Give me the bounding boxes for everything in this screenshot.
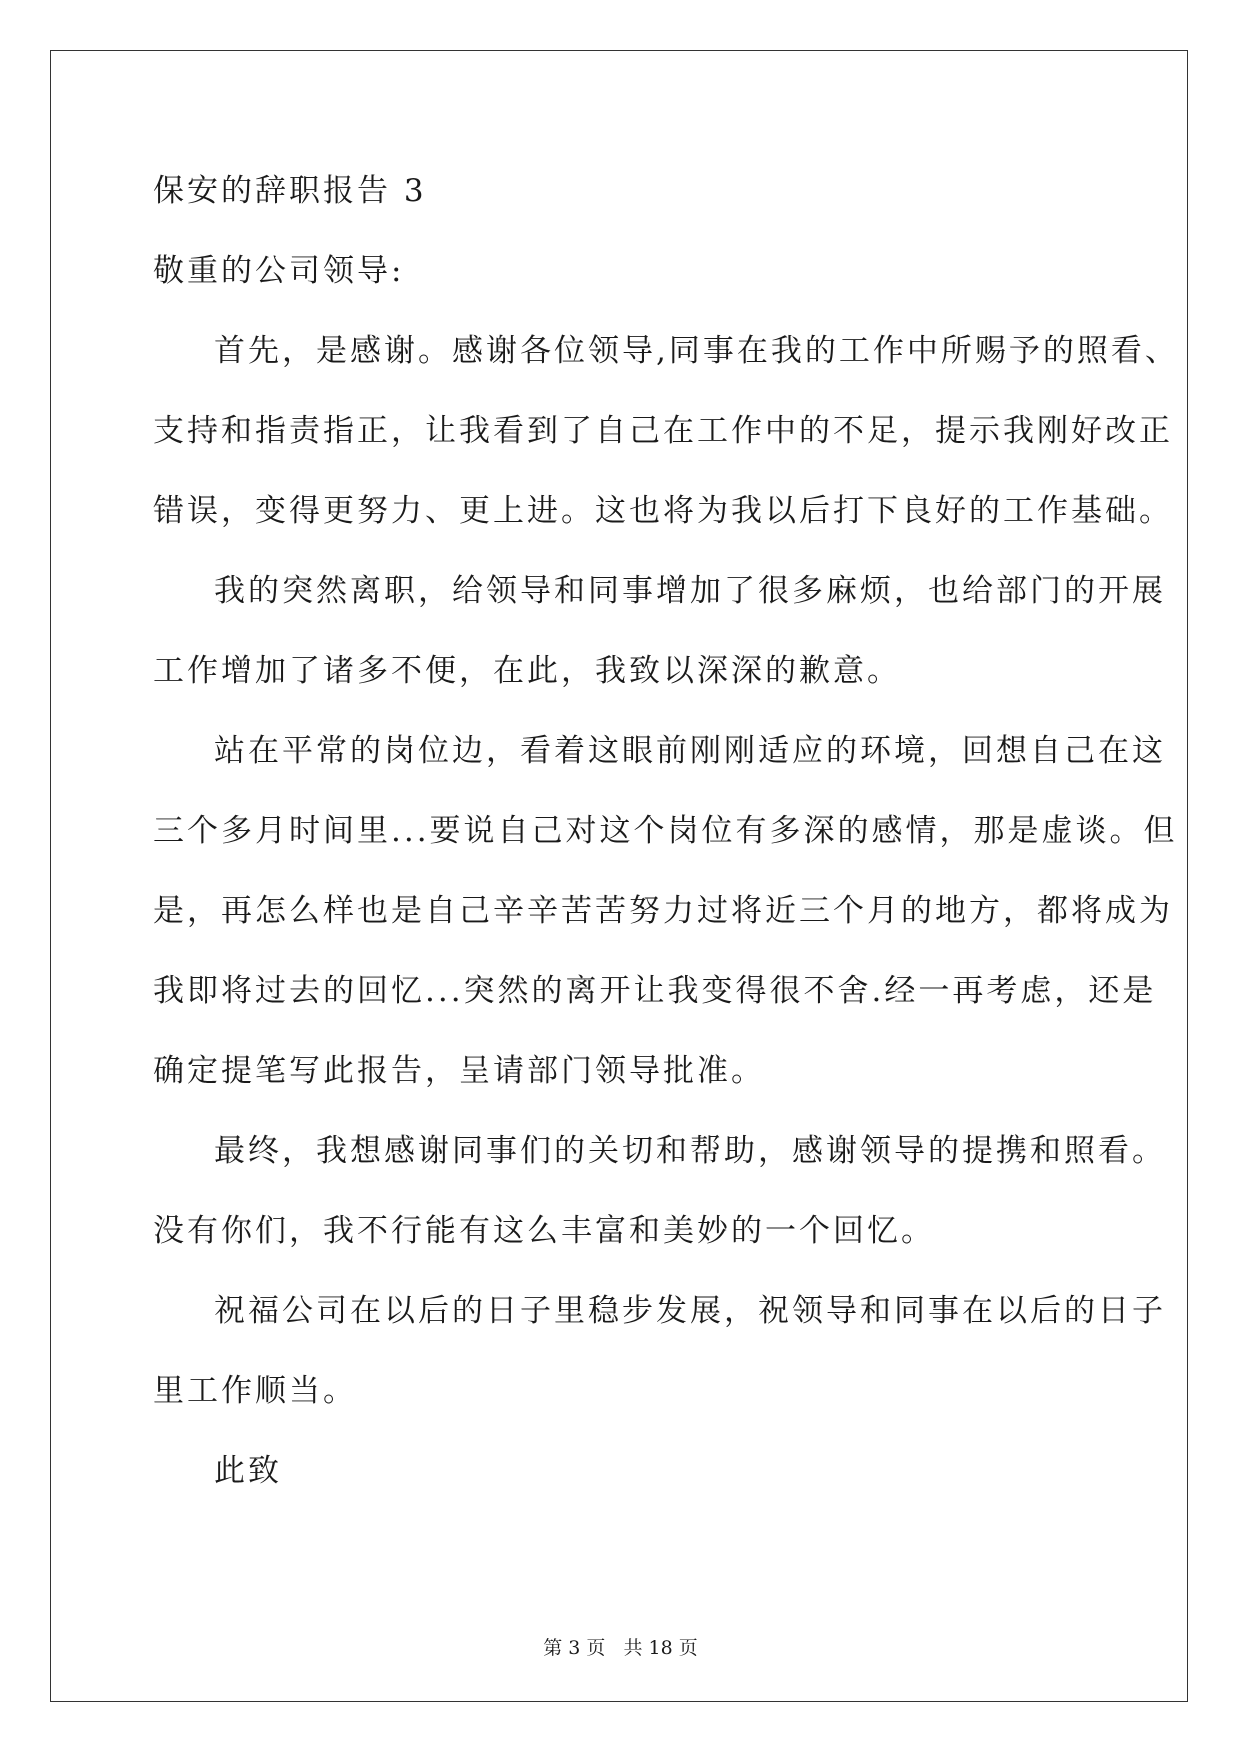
body-line: 我即将过去的回忆...突然的离开让我变得很不舍.经一再考虑，还是 bbox=[153, 973, 1157, 1009]
body-line: 支持和指责指正，让我看到了自己在工作中的不足，提示我刚好改正 bbox=[153, 413, 1173, 449]
body-line: 祝福公司在以后的日子里稳步发展，祝领导和同事在以后的日子 bbox=[214, 1293, 1166, 1329]
body-line: 工作增加了诸多不便，在此，我致以深深的歉意。 bbox=[153, 653, 901, 689]
page-number: 第 3 页 共 18 页 bbox=[543, 1637, 698, 1659]
closing-line: 此致 bbox=[214, 1453, 282, 1489]
document-title: 保安的辞职报告 3 bbox=[153, 173, 427, 209]
salutation: 敬重的公司领导: bbox=[153, 253, 405, 289]
body-line: 错误，变得更努力、更上进。这也将为我以后打下良好的工作基础。 bbox=[153, 493, 1173, 529]
body-line: 里工作顺当。 bbox=[153, 1373, 357, 1409]
body-line: 最终，我想感谢同事们的关切和帮助，感谢领导的提携和照看。 bbox=[214, 1133, 1166, 1169]
body-line: 首先，是感谢。感谢各位领导,同事在我的工作中所赐予的照看、 bbox=[214, 333, 1179, 369]
body-line: 没有你们，我不行能有这么丰富和美妙的一个回忆。 bbox=[153, 1213, 935, 1249]
body-line: 站在平常的岗位边，看着这眼前刚刚适应的环境，回想自己在这 bbox=[214, 733, 1166, 769]
body-line: 是，再怎么样也是自己辛辛苦苦努力过将近三个月的地方，都将成为 bbox=[153, 893, 1173, 929]
body-line: 三个多月时间里...要说自己对这个岗位有多深的感情，那是虚谈。但 bbox=[153, 813, 1178, 849]
body-line: 确定提笔写此报告，呈请部门领导批准。 bbox=[153, 1053, 765, 1089]
body-line: 我的突然离职，给领导和同事增加了很多麻烦，也给部门的开展 bbox=[214, 573, 1166, 609]
